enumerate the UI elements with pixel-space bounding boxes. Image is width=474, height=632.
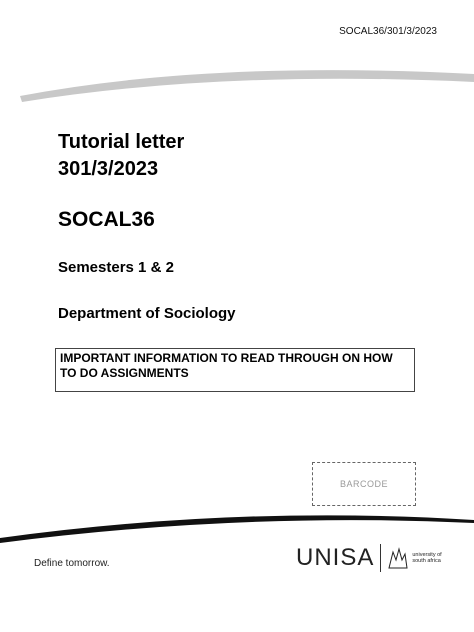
module-code: SOCAL36	[58, 208, 155, 231]
important-notice-text: IMPORTANT INFORMATION TO READ THROUGH ON HOW TO DO ASSIGNMENTS	[60, 351, 393, 380]
logo-wordmark: UNISA	[296, 544, 375, 571]
tagline: Define tomorrow.	[34, 558, 110, 569]
logo-subtext: university of south africa	[412, 552, 442, 564]
unisa-logo	[296, 544, 446, 572]
logo-divider	[380, 544, 381, 572]
document-reference: SOCAL36/301/3/2023	[339, 26, 437, 37]
document-title-line2: 301/3/2023	[58, 158, 159, 180]
document-title-line1: Tutorial letter	[58, 131, 185, 153]
department-label: Department of Sociology	[58, 305, 236, 322]
barcode-label: BARCODE	[339, 479, 388, 489]
semesters-label: Semesters 1 & 2	[58, 259, 174, 276]
unisa-crest-icon	[387, 546, 409, 570]
